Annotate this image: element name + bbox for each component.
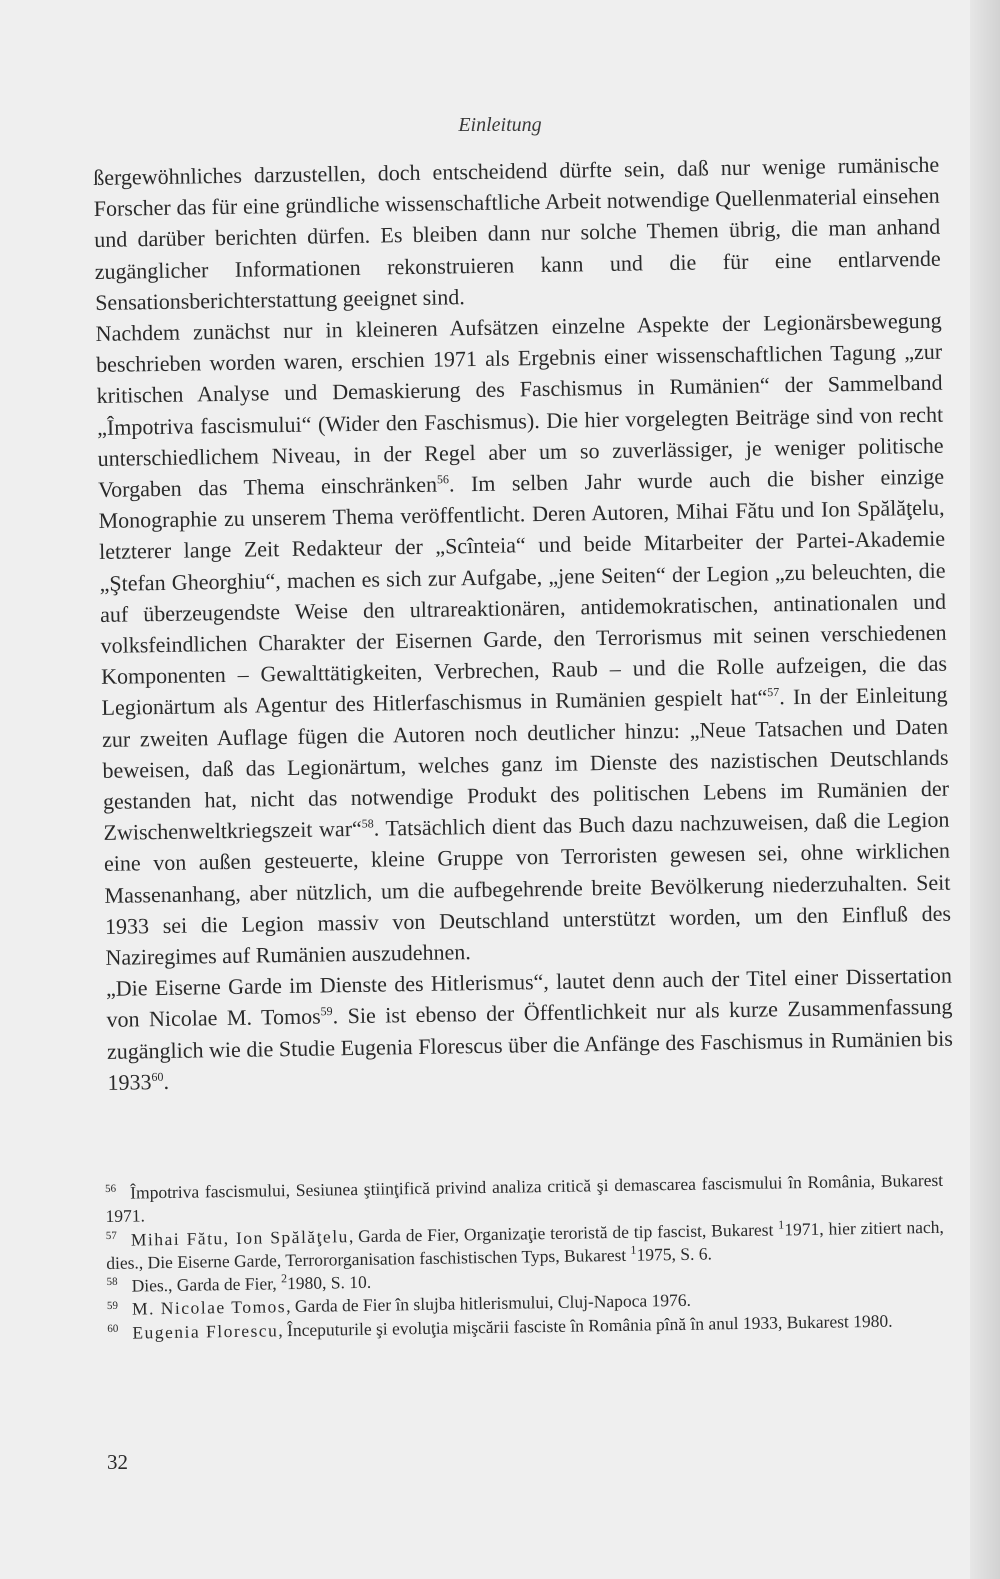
paragraph-1 — [93, 149, 941, 318]
text-run: Nachdem zunächst nur in kleineren Aufsätzen einzelne Aspekte der Legionärsbewegung beschrieben worden waren, erschien 1971 als Ergebnis einer wissenschaftlichen Tagung „zur kritischen Analyse und Demaskierung des Faschismus in Rumänien“ der Sammelband „Împotriva fascismului“ (Wider den Faschismus). Die hier vorgelegten Beiträge sind von recht unterschiedlichem Niveau, in der Regel aber um so zuverlässiger, je weniger politische Vorgaben das Thema einschränken — [95, 307, 944, 502]
footnote-text: 1980, S. 10. — [286, 1272, 372, 1294]
edition-number: 1 — [778, 1217, 785, 1232]
footnote-text: Dies., Garda de Fier, — [131, 1273, 282, 1296]
footnote-text: 1971, hier zitiert nach, dies., Die Eiserne Garde, Terrororganisation faschistischen Typs, Bukarest — [106, 1216, 944, 1273]
footnote-ref-56: 56 — [436, 472, 450, 487]
footnote-author: Mihai Fătu, Ion Spălăţelu — [130, 1225, 350, 1250]
footnote-author: M. Nicolae Tomos — [131, 1296, 287, 1320]
footnote-ref-58: 58 — [361, 816, 374, 831]
page-edge-shadow — [970, 0, 1000, 1579]
footnote-text: 1975, S. 6. — [636, 1243, 713, 1265]
text-run: . — [163, 1068, 170, 1094]
text-run: . Sie ist ebenso der Öffentlichkeit nur als kurze Zusammenfassung zugänglich wie die Studie Eugenia Florescus über die Anfänge des Faschismus in Rumänien bis 1933 — [106, 994, 954, 1095]
footnote-text: , Începuturile şi evoluţia mişcării fasciste în România pînă în anul 1933, Bukarest 1980. — [278, 1310, 893, 1341]
edition-number: 2 — [280, 1271, 288, 1286]
page-number: 32 — [107, 1450, 128, 1474]
footnote-text: , Garda de Fier în slujba hitlerismului, Cluj-Napoca 1976. — [286, 1290, 692, 1317]
edition-number: 1 — [630, 1242, 637, 1257]
text-run: ßergewöhnliches darzustellen, doch entscheidend dürfte sein, daß nur wenige rumänische Forscher das für eine gründliche wissenschaftliche Arbeit notwendige Quellenmaterial einsehen und darüber berichten dürfen. Es bleiben dann nur solche Themen übrig, die man anhand zugänglicher Informationen rekonstruieren kann und die für eine entlarvende Sensationsberichterstattung geeignet sind. — [93, 151, 941, 315]
footnote-author: Eugenia Florescu — [132, 1320, 279, 1343]
footnote-number: 58 — [106, 1276, 118, 1289]
footnote-ref-59: 59 — [320, 1004, 333, 1019]
footnote-ref-57: 57 — [767, 685, 780, 700]
footnote-number: 57 — [105, 1229, 117, 1242]
paragraph-2 — [95, 305, 951, 973]
footnote-number: 56 — [105, 1182, 117, 1196]
text-run: „Die Eiserne Garde im Dienste des Hitlerismus“, lautet denn auch der Titel einer Dissertation von Nicolae M. Tomos — [105, 962, 953, 1033]
text-run: . Im selben Jahr wurde auch die bisher einzige Monographie zu unserem Thema veröffentlicht. Deren Autoren, Mihai Fătu und Ion Spălăţelu, letzterer lange Zeit Redakteur der „Scînteia“ und beide Mitarbeiter der Partei-Akademie „Ştefan Gheorghiu“, machen es sich zur Aufgabe, „jene Seiten“ der Legion „zu beleuchten, die auf überzeugendste Weise den ultrareaktionären, antidemokratischen, antinationalen und volksfeindlichen Charakter der Eisernen Garde, den Terrorismus mit seinen verschiedenen Komponenten – Gewalttätigkeiten, Verbrechen, Raub – und die Rolle aufzeigen, die das Legionärtum als Agentur des Hitlerfaschismus in Rumänien gespielt hat“ — [98, 463, 948, 721]
running-header: Einleitung — [458, 114, 542, 136]
text-run: . In der Einleitung zur zweiten Auflage fügen die Autoren noch deutlicher hinzu: „Neue Tatsachen und Daten beweisen, daß das Legionärtum, welches ganz im Dienste des nazistischen Deutschlands gestanden hat, nicht das notwendige Produkt des politischen Lebens im Rumänien der Zwischenweltkriegszeit war“ — [101, 682, 950, 846]
footnote-ref-60: 60 — [151, 1069, 164, 1084]
footnote-text: Împotriva fascismului, Sesiunea ştiinţifică privind analiza critică şi demascarea fascismului în România, Bukarest 1971. — [105, 1169, 944, 1227]
footnote-number: 59 — [106, 1299, 119, 1312]
text-run: . Tatsächlich dient das Buch dazu nachzuweisen, daß die Legion eine von außen gesteuerte, kleine Gruppe von Terroristen gewesen sei, ohne wirklichen Massenanhang, aber nützlich, um die aufbegehrende breite Bevölkerung niederzuhalten. Seit 1933 sei die Legion massiv von Deutschland unterstützt worden, um den Einfluß des Naziregimes auf Rumänien auszudehnen. — [103, 806, 952, 970]
footnote-number: 60 — [107, 1322, 119, 1335]
footnote-text: , Garda de Fier, Organizaţie teroristă de tip fascist, Bukarest — [348, 1219, 779, 1246]
body-text — [93, 149, 954, 1098]
paragraph-3 — [106, 960, 954, 1098]
footnotes — [105, 1169, 945, 1345]
